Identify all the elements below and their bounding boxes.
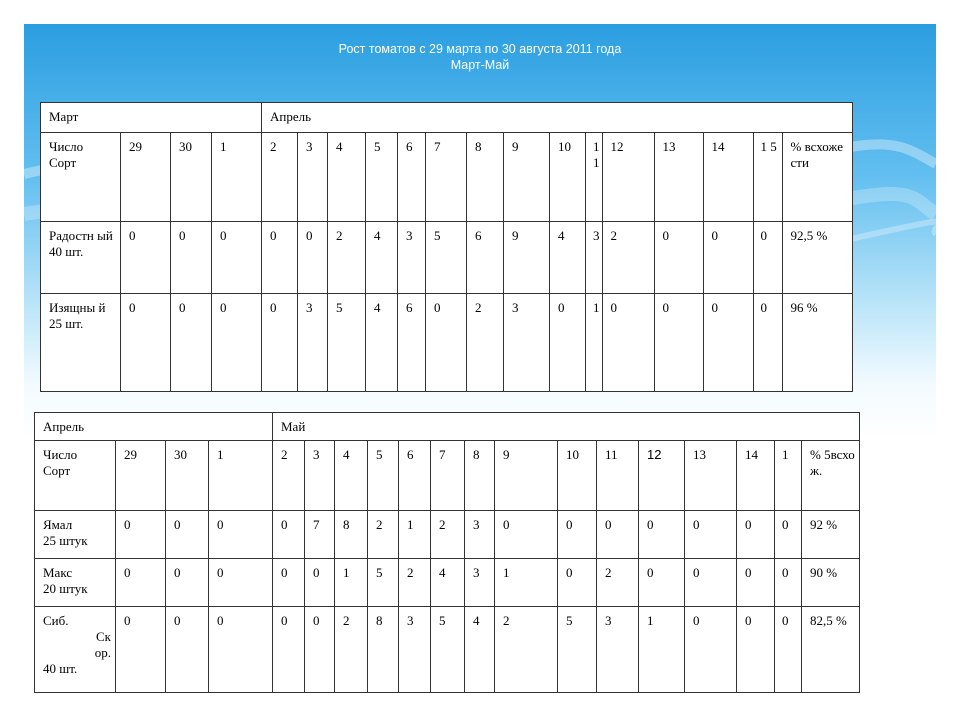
value-cell: 0 (685, 559, 737, 607)
variety-count: 40 шт. (43, 661, 78, 676)
month-header-row (35, 413, 860, 441)
value-cell: 5 (328, 294, 366, 392)
table-row (35, 607, 860, 693)
date-cell: 14 (703, 133, 753, 222)
value-cell: 0 (121, 294, 171, 392)
variety-name-cont: ор. (94, 645, 111, 660)
germination-value: 90 % (802, 559, 860, 607)
date-cell: 3 (298, 133, 328, 222)
value-cell: 0 (775, 511, 802, 559)
title-line-1: Рост томатов с 29 марта по 30 августа 2011 года (338, 42, 622, 56)
value-cell: 0 (262, 294, 298, 392)
value-cell: 0 (273, 511, 305, 559)
date-cell: 1 (209, 441, 273, 511)
value-cell: 3 (504, 294, 550, 392)
value-cell: 6 (467, 222, 504, 294)
date-cell: 9 (504, 133, 550, 222)
month-cell-right: Апрель (262, 103, 853, 133)
value-cell: 0 (166, 559, 209, 607)
table-row (35, 511, 860, 559)
value-cell: 2 (602, 222, 654, 294)
value-cell: 2 (495, 607, 558, 693)
value-cell: 5 (431, 607, 465, 693)
value-cell: 0 (654, 294, 703, 392)
variety-count: 40 шт. (49, 244, 84, 259)
value-cell: 0 (737, 511, 775, 559)
value-cell: 0 (602, 294, 654, 392)
value-cell: 0 (273, 607, 305, 693)
date-cell: 29 (116, 441, 166, 511)
date-cell: 9 (495, 441, 558, 511)
value-cell: 4 (431, 559, 465, 607)
value-cell: 0 (685, 511, 737, 559)
value-cell: 0 (273, 559, 305, 607)
value-cell: 5 (558, 607, 597, 693)
value-cell: 7 (305, 511, 335, 559)
header-label-date: Число (43, 447, 78, 462)
value-cell: 1 (335, 559, 368, 607)
variety-name: Макс (43, 565, 73, 580)
value-cell: 0 (166, 607, 209, 693)
value-cell: 0 (298, 222, 328, 294)
value-cell: 0 (685, 607, 737, 693)
table-row (41, 222, 853, 294)
value-cell: 0 (753, 294, 782, 392)
date-cell: 10 (550, 133, 586, 222)
value-cell: 2 (328, 222, 366, 294)
header-label-cell (35, 441, 116, 511)
value-cell: 0 (703, 222, 753, 294)
date-cell: 13 (654, 133, 703, 222)
value-cell: 0 (209, 511, 273, 559)
variety-label-cell (35, 607, 116, 693)
date-cell: 11 (597, 441, 639, 511)
value-cell: 0 (495, 511, 558, 559)
date-header-row (41, 133, 853, 222)
value-cell: 0 (558, 559, 597, 607)
slide-title (24, 41, 936, 73)
value-cell: 2 (597, 559, 639, 607)
value-cell: 2 (368, 511, 399, 559)
header-label-date: Число (49, 139, 84, 154)
value-cell: 2 (399, 559, 431, 607)
date-header-row (35, 441, 860, 511)
value-cell: 4 (465, 607, 495, 693)
value-cell: 3 (298, 294, 328, 392)
value-cell: 4 (366, 294, 398, 392)
value-cell: 9 (504, 222, 550, 294)
variety-label-cell (41, 222, 121, 294)
value-cell: 0 (171, 294, 212, 392)
value-cell: 0 (654, 222, 703, 294)
value-cell: 8 (335, 511, 368, 559)
date-cell: 6 (398, 133, 426, 222)
month-cell-left: Март (41, 103, 262, 133)
value-cell: 0 (212, 222, 262, 294)
value-cell: 5 (368, 559, 399, 607)
date-cell: 3 (305, 441, 335, 511)
germination-value: 82,5 % (802, 607, 860, 693)
date-cell: 2 (273, 441, 305, 511)
date-cell: 1 1 (586, 133, 603, 222)
value-cell: 0 (775, 559, 802, 607)
date-cell: 8 (467, 133, 504, 222)
header-label-cell (41, 133, 121, 222)
value-cell: 0 (737, 607, 775, 693)
value-cell: 0 (775, 607, 802, 693)
value-cell: 0 (426, 294, 467, 392)
value-cell: 3 (465, 511, 495, 559)
date-cell: 5 (366, 133, 398, 222)
variety-label-cell (35, 559, 116, 607)
value-cell: 0 (639, 559, 685, 607)
value-cell: 0 (550, 294, 586, 392)
month-cell-right: Май (273, 413, 860, 441)
table-row (41, 294, 853, 392)
value-cell: 3 (586, 222, 603, 294)
date-cell: 10 (558, 441, 597, 511)
value-cell: 0 (262, 222, 298, 294)
variety-name: Ямал (43, 517, 73, 532)
variety-name: Радостн ый (49, 228, 113, 243)
date-cell: 5 (368, 441, 399, 511)
value-cell: 5 (426, 222, 467, 294)
date-cell: 30 (166, 441, 209, 511)
value-cell: 0 (639, 511, 685, 559)
value-cell: 1 (399, 511, 431, 559)
value-cell: 0 (703, 294, 753, 392)
variety-count: 25 штук (43, 533, 88, 548)
date-cell: 4 (328, 133, 366, 222)
value-cell: 1 (495, 559, 558, 607)
germination-value: 92 % (802, 511, 860, 559)
value-cell: 4 (550, 222, 586, 294)
date-cell: 29 (121, 133, 171, 222)
value-cell: 0 (753, 222, 782, 294)
variety-name: Сиб. (43, 613, 69, 628)
variety-name: Изящны й (49, 300, 106, 315)
growth-table-march-april (40, 102, 853, 392)
germination-header: % 5всхож. (802, 441, 860, 511)
variety-label-cell (41, 294, 121, 392)
date-cell: 14 (737, 441, 775, 511)
value-cell: 3 (399, 607, 431, 693)
date-cell: 7 (426, 133, 467, 222)
variety-count: 25 шт. (49, 316, 84, 331)
month-header-row (41, 103, 853, 133)
date-cell: 30 (171, 133, 212, 222)
value-cell: 0 (209, 607, 273, 693)
date-cell: 1 5 (753, 133, 782, 222)
variety-count: 20 штук (43, 581, 88, 596)
date-cell: 6 (399, 441, 431, 511)
germination-value: 96 % (782, 294, 852, 392)
value-cell: 1 (639, 607, 685, 693)
value-cell: 3 (465, 559, 495, 607)
value-cell: 4 (366, 222, 398, 294)
value-cell: 0 (305, 559, 335, 607)
value-cell: 2 (467, 294, 504, 392)
value-cell: 0 (116, 607, 166, 693)
date-cell: 12 (602, 133, 654, 222)
month-cell-left: Апрель (35, 413, 273, 441)
germination-header: % всхоже сти (782, 133, 852, 222)
value-cell: 0 (597, 511, 639, 559)
header-label-variety: Сорт (43, 463, 71, 478)
value-cell: 0 (737, 559, 775, 607)
growth-table-april-may (34, 412, 860, 693)
value-cell: 3 (597, 607, 639, 693)
value-cell: 0 (171, 222, 212, 294)
value-cell: 2 (335, 607, 368, 693)
variety-name-cont: Ск (96, 629, 111, 644)
date-cell: 1 (212, 133, 262, 222)
title-line-2: Март-Май (450, 58, 510, 72)
date-cell: 1 (775, 441, 802, 511)
value-cell: 8 (368, 607, 399, 693)
date-cell: 8 (465, 441, 495, 511)
value-cell: 6 (398, 294, 426, 392)
value-cell: 0 (212, 294, 262, 392)
header-label-variety: Сорт (49, 155, 77, 170)
germination-value: 92,5 % (782, 222, 852, 294)
value-cell: 0 (116, 511, 166, 559)
date-cell: 2 (262, 133, 298, 222)
variety-label-cell (35, 511, 116, 559)
value-cell: 0 (305, 607, 335, 693)
date-cell: 4 (335, 441, 368, 511)
value-cell: 2 (431, 511, 465, 559)
table-row (35, 559, 860, 607)
date-cell: 7 (431, 441, 465, 511)
value-cell: 0 (209, 559, 273, 607)
value-cell: 0 (121, 222, 171, 294)
date-cell: 12 (639, 441, 685, 511)
date-cell: 13 (685, 441, 737, 511)
value-cell: 0 (558, 511, 597, 559)
value-cell: 0 (116, 559, 166, 607)
value-cell: 1 (586, 294, 603, 392)
value-cell: 3 (398, 222, 426, 294)
value-cell: 0 (166, 511, 209, 559)
